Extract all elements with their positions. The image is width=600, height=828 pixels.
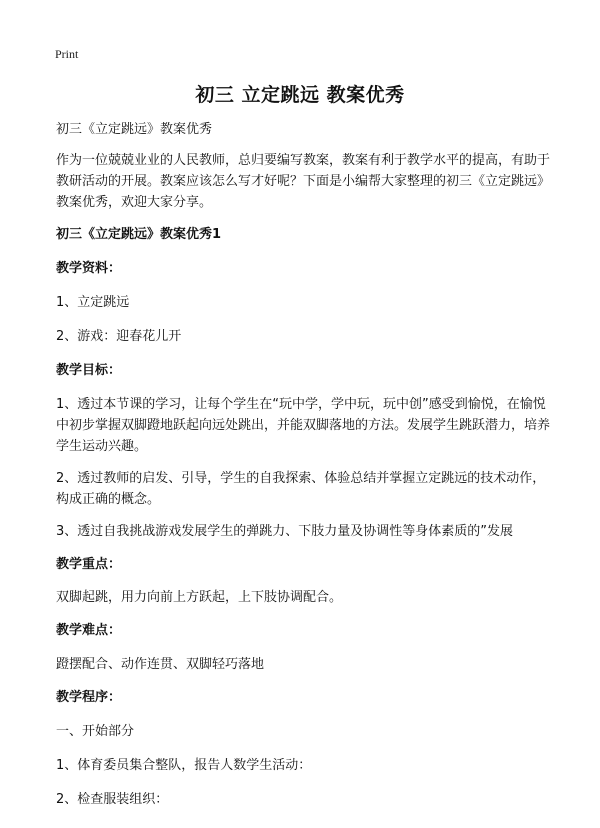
- goals-item-2: 2、透过教师的启发、引导，学生的自我探索、体验总结并掌握立定跳远的技术动作，构成正确的概念。: [56, 471, 546, 507]
- goals-item-3: 3、透过自我挑战游戏发展学生的弹跳力、下肢力量及协调性等身体素质的”发展: [56, 524, 514, 539]
- page-title: 初三 立定跳远 教案优秀: [195, 84, 405, 106]
- materials-heading: 教学资料：: [56, 261, 122, 276]
- document-body: [56, 120, 556, 810]
- procedure-heading: 教学程序：: [56, 690, 122, 705]
- difficulty-heading: 教学难点：: [56, 623, 122, 638]
- materials-item-2: 2、游戏：迎春花儿开: [56, 329, 182, 344]
- procedure-item-1: 一、开始部分: [56, 724, 135, 739]
- goals-heading: 教学目标：: [56, 363, 122, 378]
- print-link[interactable]: Print: [55, 47, 79, 61]
- materials-item-1: 1、立定跳远: [56, 295, 130, 310]
- procedure-item-3: 2、检查服装组织：: [56, 792, 169, 807]
- document-subtitle: 初三《立定跳远》教案优秀: [56, 122, 213, 137]
- key-text: 双脚起跳，用力向前上方跃起，上下肢协调配合。: [56, 590, 343, 605]
- procedure-item-2: 1、体育委员集合整队，报告人数学生活动：: [56, 758, 312, 773]
- section-title: 初三《立定跳远》教案优秀1: [56, 227, 222, 242]
- goals-item-1: 1、透过本节课的学习，让每个学生在“玩中学，学中玩，玩中创”感受到愉悦，在愉悦中初步掌握双脚蹬地跃起向远处跳出，并能双脚落地的方法。发展学生跳跃潜力，培养学生运动兴趣。: [56, 397, 551, 454]
- difficulty-text: 蹬摆配合、动作连贯、双脚轻巧落地: [56, 657, 265, 672]
- key-heading: 教学重点：: [56, 557, 122, 572]
- intro-paragraph: 作为一位兢兢业业的人民教师，总归要编写教案，教案有利于教学水平的提高，有助于教研活动的开展。教案应该怎么写才好呢？下面是小编帮大家整理的初三《立定跳远》教案优秀，欢迎大家分享。: [56, 153, 551, 210]
